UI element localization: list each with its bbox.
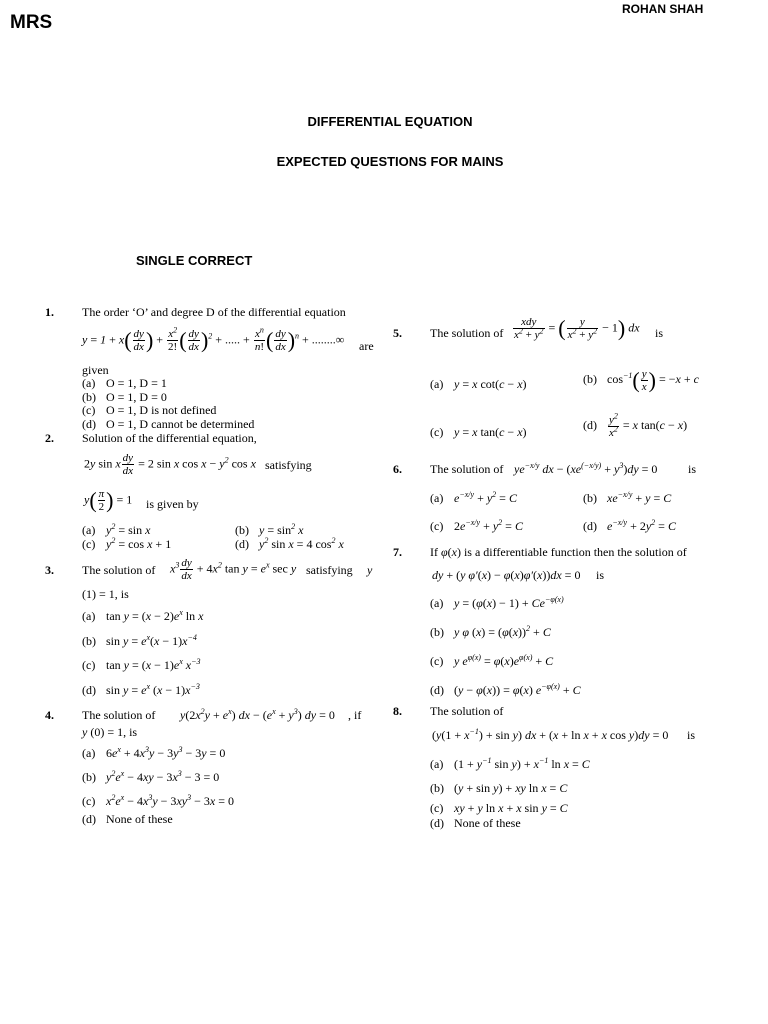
question-7-equation: dy + (y φ′(x) − φ(x)φ′(x))dx = 0 xyxy=(432,568,581,582)
question-2-stem: Solution of the differential equation, xyxy=(82,431,257,445)
question-1-tail-given: given xyxy=(82,363,109,377)
page-title: DIFFERENTIAL EQUATION xyxy=(307,114,473,129)
question-3-option-a[interactable]: (a) $\tan y = (x - 2)e^x$ ln x xyxy=(82,608,204,623)
question-7-option-c[interactable]: (c) y $e^{\varphi(x)} = \varphi(x)e^{\varphi(x)} + C$ xyxy=(430,653,554,668)
question-7-option-d[interactable]: (d) (y − φ(x)) = φ(x) $e^{-\varphi(x)} + C$ xyxy=(430,682,581,697)
question-6-option-c[interactable]: (c) $2e^{-x/y} + y^2 = C$ xyxy=(430,518,523,533)
question-3-y: y xyxy=(367,563,373,577)
option-text: O = 1, D cannot be determined xyxy=(106,417,255,431)
question-8-tail: is xyxy=(687,728,696,742)
question-2-equation: 2y sin x $\frac{dy}{dx}$ = 2 sin x $\cos x - y^2$ cos x xyxy=(84,452,256,477)
question-number-3: 3. xyxy=(45,563,54,577)
question-1-tail: are xyxy=(359,339,374,353)
question-8-option-a[interactable]: (a) ($1 + y^{-1}$ $\sin y) + x^{-1}$ ln x = C xyxy=(430,756,590,771)
page-subtitle: EXPECTED QUESTIONS FOR MAINS xyxy=(276,154,504,169)
question-8-option-b[interactable]: (b) (y + sin y) + xy ln x = C xyxy=(430,781,568,795)
question-3-option-d[interactable]: (d) $\sin y = e^x$ $(x - 1)x^{-3}$ xyxy=(82,682,200,697)
brand-logo-text: MRS xyxy=(10,12,53,33)
question-number-1: 1. xyxy=(45,305,54,319)
question-4-option-b[interactable]: (b) $y^2e^x - 4xy - 3x^3 - 3 = 0$ xyxy=(82,769,220,784)
question-8-option-c[interactable]: (c) xy + y ln x + x sin y = C xyxy=(430,801,568,815)
question-2-given: is given by xyxy=(146,497,199,511)
question-number-8: 8. xyxy=(393,704,402,718)
question-2-option-b[interactable]: (b) $y = \sin^2 x$ xyxy=(235,522,304,537)
question-2-mid: satisfying xyxy=(265,458,312,472)
question-number-4: 4. xyxy=(45,708,54,722)
question-1-stem: The order ‘O’ and degree D of the differential equation xyxy=(82,305,346,319)
question-2-condition: y( $\frac{\pi}{2}$ ) = 1 xyxy=(84,487,133,513)
question-3-option-c[interactable]: (c) $\tan y = (x - 1)e^x$ $x^{-3}$ xyxy=(82,657,201,672)
question-4-option-a[interactable]: (a) $6e^x + 4x^3y - 3y^3 - 3y = 0$ xyxy=(82,745,226,760)
question-6-tail: is xyxy=(688,462,697,476)
question-4-equation: $y(2x^2y + e^x)$ dx − $(e^x + y^3)$ dy = 0 xyxy=(180,707,335,722)
question-8-option-d[interactable]: (d) None of these xyxy=(430,816,521,830)
question-number-2: 2. xyxy=(45,431,54,445)
question-7-option-a[interactable]: (a) $y = (\varphi(x) - 1) + Ce^{-\varphi(x)}$ xyxy=(430,595,564,610)
question-number-6: 6. xyxy=(393,462,402,476)
question-7-tail: is xyxy=(596,568,605,582)
question-4-mid: , if xyxy=(348,708,362,722)
option-text: None of these xyxy=(106,812,173,826)
question-number-7: 7. xyxy=(393,545,402,559)
question-5-option-d[interactable]: (d) $\frac{y^2}{x^2}$ = x tan(c − x) xyxy=(583,411,688,439)
question-1-option-a[interactable]: (a) O = 1, D = 1 xyxy=(82,376,167,390)
question-5-option-a[interactable]: (a) y = x cot(c − x) xyxy=(430,377,527,391)
question-6-option-a[interactable]: (a) $e^{-x/y} + y^2 = C$ xyxy=(430,490,517,505)
question-3-mid: satisfying xyxy=(306,563,353,577)
question-3-condition: (1) = 1, is xyxy=(82,587,129,601)
question-1-option-d[interactable]: (d) O = 1, D cannot be determined xyxy=(82,417,255,431)
question-4-stem: The solution of xyxy=(82,708,156,722)
question-1-option-c[interactable]: (c) O = 1, D is not defined xyxy=(82,403,217,417)
question-5-stem: The solution of xyxy=(430,326,504,340)
question-1-equation: y = 1 + x( $\frac{dy}{dx}$ ) + $\frac{x^2}{2!}$ ( $\frac{dy}{dx}$ )$^2$ + ..... + $\frac{x^n}{n!}$ ( $\frac{dy}{dx}$ )$^n$ + ........∞ xyxy=(82,325,345,353)
section-heading: SINGLE CORRECT xyxy=(136,253,253,268)
question-5-tail: is xyxy=(655,326,664,340)
question-number-5: 5. xyxy=(393,326,402,340)
question-6-equation: $ye^{-x/y}$ dx − $(xe^{(-x/y)} + y^3)dy = 0$ xyxy=(514,461,658,476)
author-name: ROHAN SHAH xyxy=(622,2,704,16)
question-3-option-b[interactable]: (b) $\sin y = e^x(x - 1)x^{-4}$ xyxy=(82,633,197,648)
question-6-option-d[interactable]: (d) $e^{-x/y} + 2y^2 = C$ xyxy=(583,518,676,533)
question-2-option-a[interactable]: (a) $y^2 = \sin x$ xyxy=(82,522,151,537)
question-4-option-d[interactable]: (d) None of these xyxy=(82,812,173,826)
question-2-option-c[interactable]: (c) $y^2 = \cos x + 1$ xyxy=(82,536,172,551)
question-5-option-b[interactable]: (b) $\cos^{-1}$( $\frac{y}{x}$ ) = −x + c xyxy=(583,367,699,393)
question-1-option-b[interactable]: (b) O = 1, D = 0 xyxy=(82,390,167,404)
question-3-equation: $x^3$ $\frac{dy}{dx}$ + $4x^2$ $\tan y = e^x$ sec y xyxy=(170,557,297,582)
option-text: O = 1, D is not defined xyxy=(106,403,217,417)
question-8-equation: $(y(1 + x^{-1}) + \sin y)$ dx + (x + ln x + x cos y)dy = 0 xyxy=(432,727,669,742)
question-6-stem: The solution of xyxy=(430,462,504,476)
question-5-option-c[interactable]: (c) y = x tan(c − x) xyxy=(430,425,527,439)
question-4-option-c[interactable]: (c) $x^2e^x - 4x^3y - 3xy^3 - 3x = 0$ xyxy=(82,793,234,808)
question-5-equation: $\frac{\text{xdy}}{x^2 + y^2}$ = ( $\frac{y}{x^2 + y^2}$ − 1) dx xyxy=(514,315,640,341)
question-6-option-b[interactable]: (b) $xe^{-x/y} + y = C$ xyxy=(583,490,672,505)
question-4-condition: y (0) = 1, is xyxy=(82,725,138,739)
question-7-option-b[interactable]: (b) y φ $(x) = (\varphi(x))^2 + C$ xyxy=(430,624,551,639)
question-3-stem: The solution of xyxy=(82,563,156,577)
question-2-option-d[interactable]: (d) $y^2$ sin x = 4 $\cos^2 x$ xyxy=(235,536,344,551)
question-7-stem: If φ(x) is a differentiable function then the solution of xyxy=(430,545,687,559)
option-text: None of these xyxy=(454,816,521,830)
option-text: O = 1, D = 1 xyxy=(106,376,167,390)
option-text: O = 1, D = 0 xyxy=(106,390,167,404)
question-8-stem: The solution of xyxy=(430,704,504,718)
